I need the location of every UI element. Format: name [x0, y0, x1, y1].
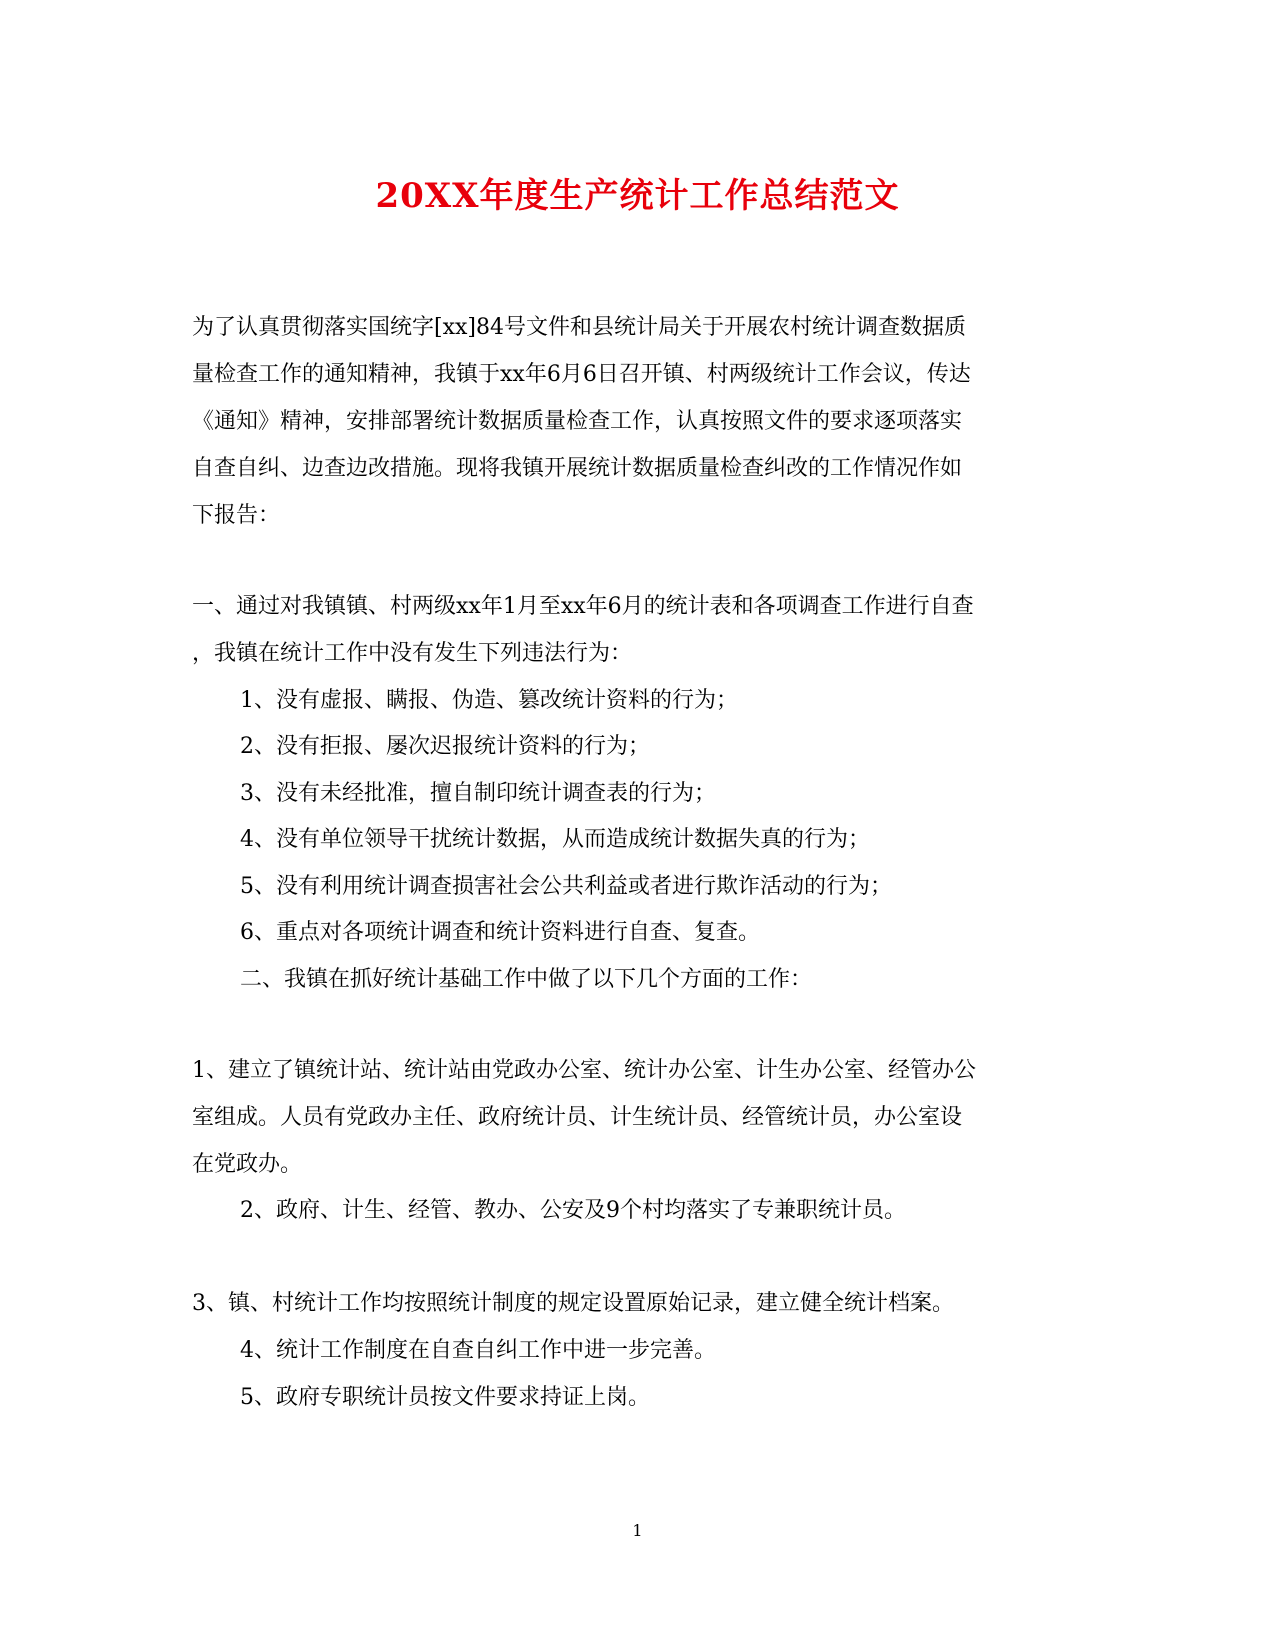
document-title: 20XX年度生产统计工作总结范文: [375, 176, 900, 216]
page-number: 1: [632, 1521, 643, 1540]
list-item: 3、没有未经批准，擅自制印统计调查表的行为；: [240, 781, 716, 806]
list-item: 5、政府专职统计员按文件要求持证上岗。: [240, 1385, 650, 1410]
list-item: 4、没有单位领导干扰统计数据，从而造成统计数据失真的行为；: [240, 827, 870, 852]
list-item: 5、没有利用统计调查损害社会公共利益或者进行欺诈活动的行为；: [240, 874, 892, 899]
paragraph-line: 《通知》精神，安排部署统计数据质量检查工作，认真按照文件的要求逐项落实: [192, 409, 963, 434]
list-item: 4、统计工作制度在自查自纠工作中进一步完善。: [240, 1338, 716, 1363]
paragraph-line: ，我镇在统计工作中没有发生下列违法行为：: [192, 641, 633, 666]
list-item: 6、重点对各项统计调查和统计资料进行自查、复查。: [240, 920, 760, 945]
list-item: 1、没有虚报、瞒报、伪造、篡改统计资料的行为；: [240, 688, 738, 713]
paragraph-line: 量检查工作的通知精神，我镇于xx年6月6日召开镇、村两级统计工作会议，传达: [192, 362, 971, 387]
paragraph-line: 室组成。人员有党政办主任、政府统计员、计生统计员、经管统计员，办公室设: [192, 1105, 963, 1130]
list-item: 3、镇、村统计工作均按照统计制度的规定设置原始记录，建立健全统计档案。: [192, 1291, 954, 1316]
paragraph-line: 自查自纠、边查边改措施。现将我镇开展统计数据质量检查纠改的工作情况作如: [192, 456, 963, 481]
section-heading-line: 一、通过对我镇镇、村两级xx年1月至xx年6月的统计表和各项调查工作进行自查: [192, 594, 974, 619]
list-item: 2、政府、计生、经管、教办、公安及9个村均落实了专兼职统计员。: [240, 1198, 906, 1223]
list-item: 2、没有拒报、屡次迟报统计资料的行为；: [240, 734, 650, 759]
paragraph-line: 为了认真贯彻落实国统字[xx]84号文件和县统计局关于开展农村统计调查数据质: [192, 315, 966, 340]
section-heading-line: 二、我镇在抓好统计基础工作中做了以下几个方面的工作：: [240, 967, 813, 992]
list-item: 1、建立了镇统计站、统计站由党政办公室、统计办公室、计生办公室、经管办公: [192, 1058, 976, 1083]
paragraph-line: 下报告：: [192, 503, 281, 528]
paragraph-line: 在党政办。: [192, 1152, 303, 1177]
